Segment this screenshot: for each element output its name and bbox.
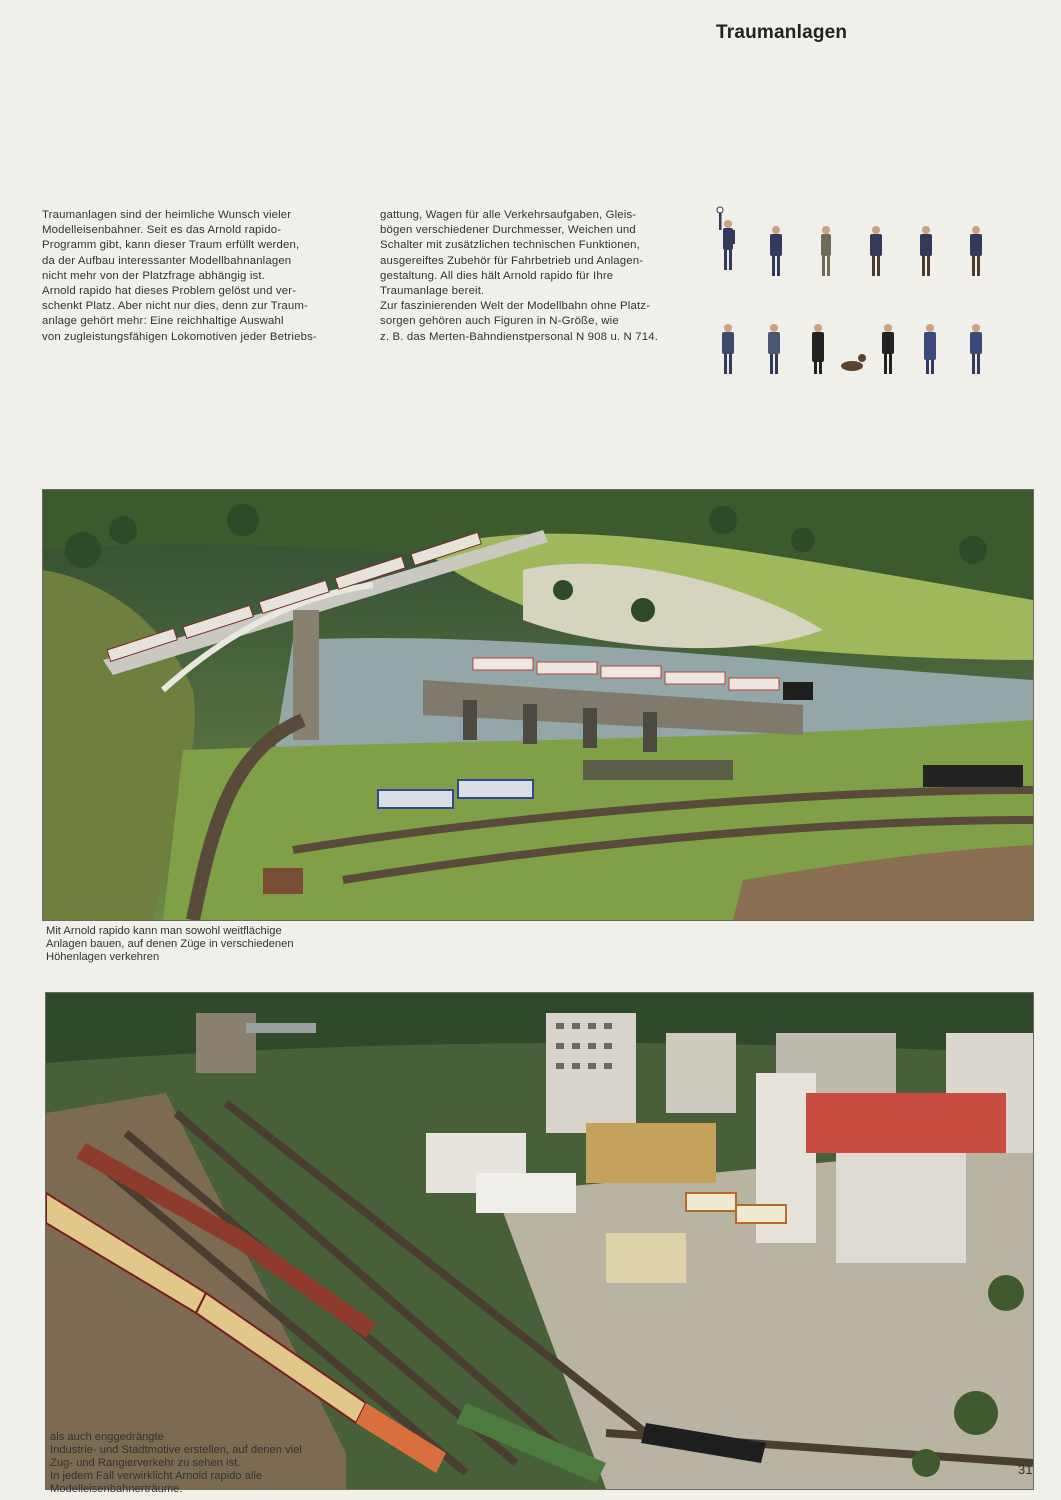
caption-photo-2: als auch enggedrängte Industrie- und Stadtmotive erstellen, auf denen viel Zug- und Rangierverkehr zu sehen ist. In jedem Fall verwirklicht Arnold rapido alle Modelleisenbahnerträume.	[50, 1431, 302, 1495]
page-title: Traumanlagen	[716, 22, 848, 43]
page-number: 31	[1018, 1462, 1033, 1477]
intro-text-column-1: Traumanlagen sind der heimliche Wunsch vieler Modelleisenbahner. Seit es das Arnold rapido- Programm gibt, kann dieser Traum erfüllt werden, da der Aufbau interessanter Modellbahnanlagen nicht mehr von der Platzfrage abhängig ist. Arnold rapido hat dieses Problem gelöst und ver- schenkt Platz. Aber nicht nur dies, denn zur Traum- anlage gehört mehr: Eine reichhaltige Auswahl von zugleistungsfähigen Lokomotiven jeder Betriebs-	[42, 209, 317, 343]
layout-photo-city-station	[45, 992, 1034, 1490]
railway-staff-figures-image	[708, 200, 1008, 390]
layout-photo-landscape	[42, 489, 1034, 921]
intro-text-column-2: gattung, Wagen für alle Verkehrsaufgaben, Gleis- bögen verschiedener Durchmesser, Weichen und Schalter mit zusätzlichen technischen Funktionen, ausgereiftes Zubehör für Fahrbetrieb und Anlagen- gestaltung. All dies hält Arnold rapido für Ihre Traumanlage bereit. Zur faszinierenden Welt der Modellbahn ohne Platz- sorgen gehören auch Figuren in N-Größe, wie z. B. das Merten-Bahndienstpersonal N 908 u. N 714.	[380, 209, 659, 343]
caption-photo-1: Mit Arnold rapido kann man sowohl weitflächige Anlagen bauen, auf denen Züge in verschiedenen Höhenlagen verkehren	[46, 925, 294, 963]
